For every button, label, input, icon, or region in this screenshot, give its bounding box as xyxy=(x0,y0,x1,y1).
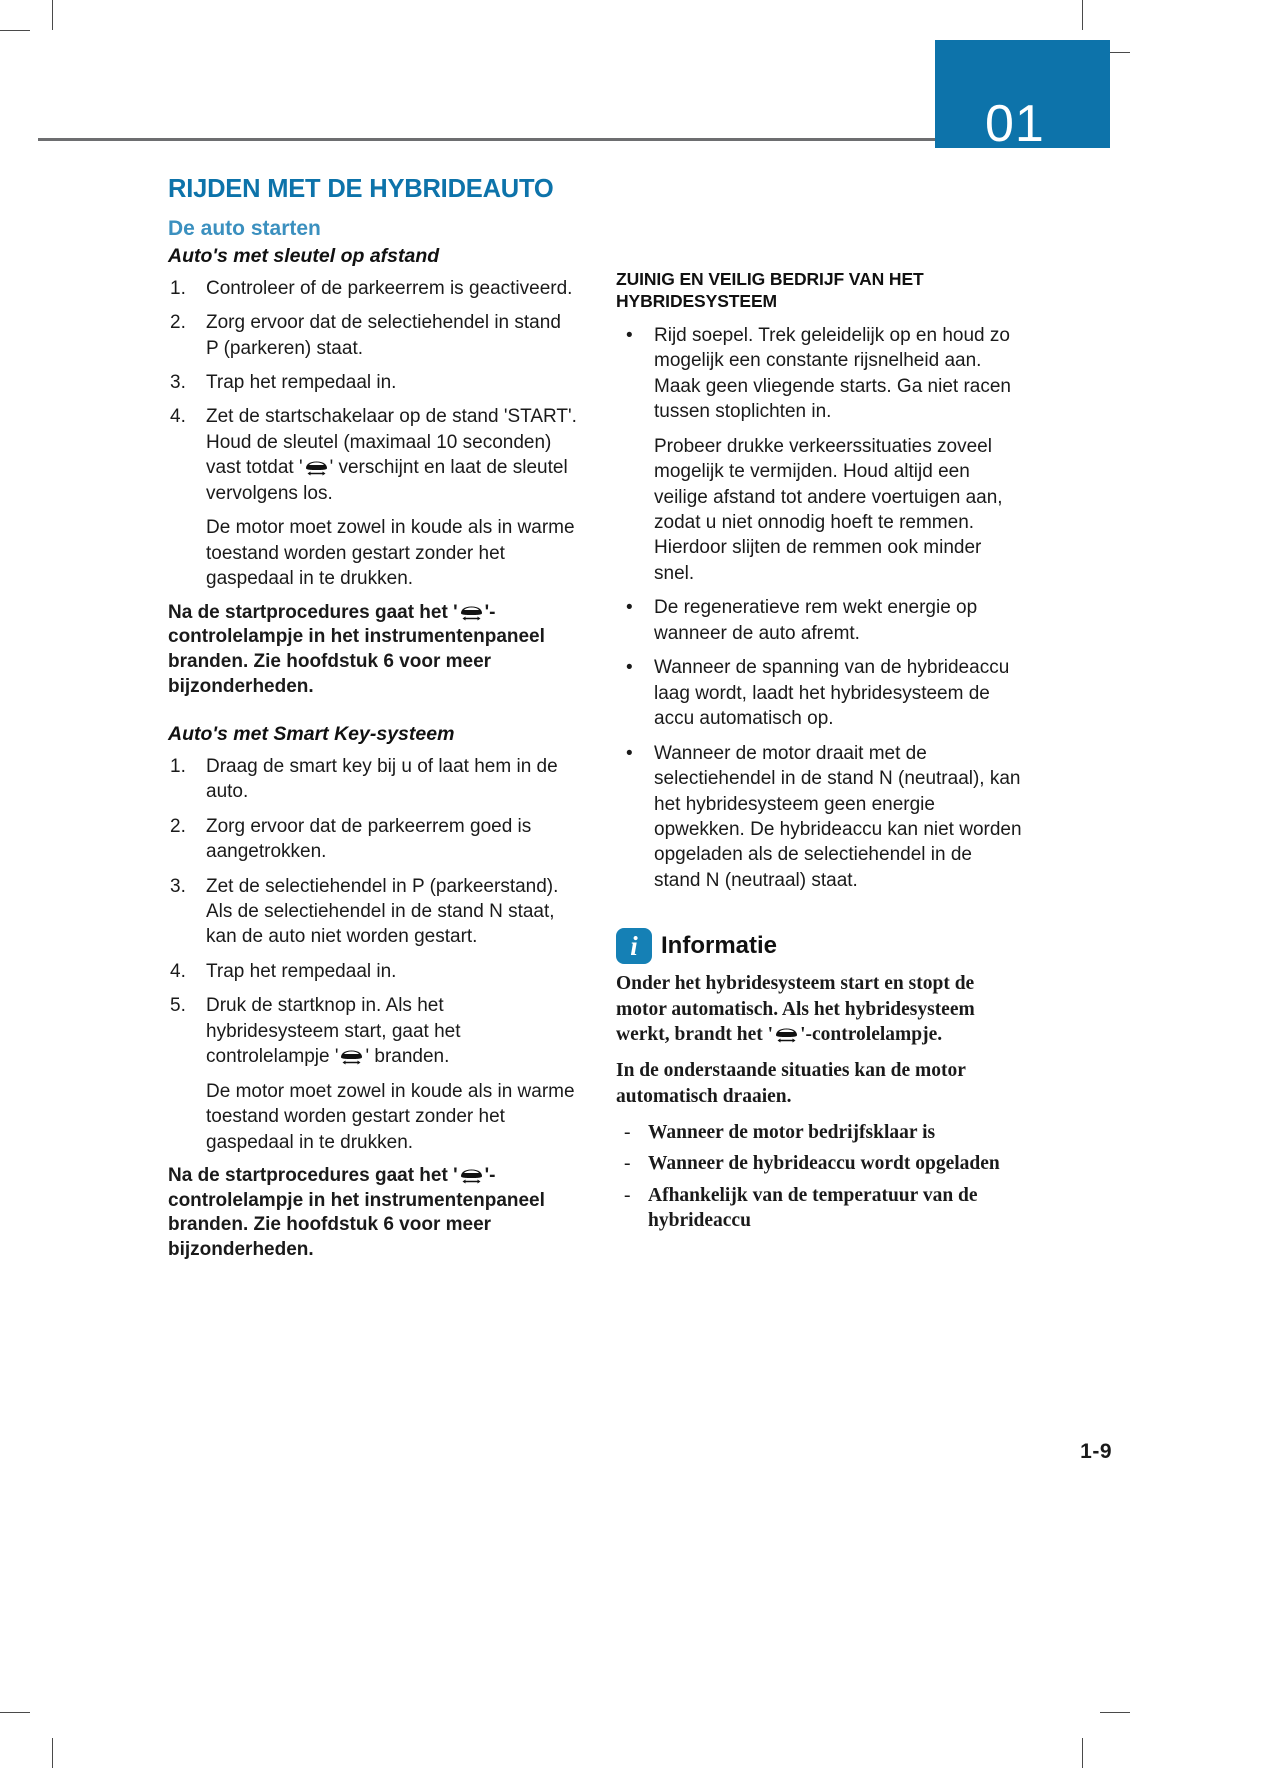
list-marker: 4. xyxy=(170,960,186,982)
car-ready-icon xyxy=(338,1047,365,1066)
list-text: Draag de smart key bij u of laat hem in de auto. xyxy=(206,755,558,803)
subsection-heading-sleutel-op-afstand: Auto's met sleutel op afstand xyxy=(168,245,440,268)
left-column xyxy=(168,217,578,1281)
bold-note-after: '-controlelampje in het instrumentenpaneel branden. Zie hoofdstuk 6 voor meer bijzonderheden. xyxy=(168,1165,545,1261)
note-paragraph-smartkey: De motor moet zowel in koude als in warme toestand worden gestart zonder het gaspedaal in te drukken. xyxy=(206,1080,575,1153)
list-text: Wanneer de motor draait met de selectiehendel in de stand N (neutraal), kan het hybridesysteem geen energie opwekken. De hybrideaccu kan niet worden opgeladen als de selectiehendel in de stand N (neutraal) staat. xyxy=(654,742,1022,891)
bullet-marker: • xyxy=(626,324,633,346)
list-item xyxy=(168,814,578,865)
bullet-list-zuinig xyxy=(616,323,1022,425)
info-dash-list xyxy=(616,1120,1022,1233)
spacer xyxy=(616,902,1022,928)
chapter-number: 01 xyxy=(985,95,1045,153)
list-text-before: Druk de startknop in. Als het hybridesysteem start, gaat het controlelampje ' xyxy=(206,995,461,1068)
crop-mark-bottom-right-v xyxy=(1082,1738,1083,1768)
list-text: Controleer of de parkeerrem is geactiveerd. xyxy=(206,277,573,299)
car-ready-icon xyxy=(303,458,330,477)
list-marker: 1. xyxy=(170,755,186,777)
crop-mark-bottom-left-v xyxy=(52,1738,53,1768)
info-header xyxy=(616,928,1022,964)
list-item xyxy=(616,595,1022,646)
list-text: Zorg ervoor dat de parkeerrem goed is aangetrokken. xyxy=(206,815,532,863)
crop-mark-top-right-v xyxy=(1082,0,1083,30)
page-content xyxy=(168,175,1022,1397)
list-item xyxy=(616,1120,1022,1145)
bold-note-smartkey xyxy=(168,1164,578,1263)
info-body xyxy=(616,971,1022,1233)
list-marker: 1. xyxy=(170,277,186,299)
bullet-continuation-paragraph: Probeer drukke verkeerssituaties zoveel mogelijk te vermijden. Houd altijd een veilige afstand tot andere voertuigen aan, zodat u niet onnodig hoeft te remmen. Hierdoor slijten de remmen ook minder snel. xyxy=(654,435,1003,584)
page-title: RIJDEN MET DE HYBRIDEAUTO xyxy=(168,175,554,203)
info-paragraph-2: In de onderstaande situaties kan de motor automatisch draaien. xyxy=(616,1060,966,1107)
bullet-marker: • xyxy=(626,597,633,619)
car-ready-icon xyxy=(773,1025,800,1044)
bullet-marker: • xyxy=(626,657,633,679)
info-paragraph-1 xyxy=(616,971,1022,1047)
two-column-body xyxy=(168,217,1022,1397)
header-rule xyxy=(38,138,938,141)
list-item xyxy=(616,741,1022,894)
bold-note-before: Na de startprocedures gaat het ' xyxy=(168,601,458,623)
list-marker: 5. xyxy=(170,995,186,1017)
list-item xyxy=(616,1183,1022,1234)
list-text: Zet de selectiehendel in P (parkeerstand). Als de selectiehendel in de stand N staat, kan de auto niet worden gestart. xyxy=(206,875,559,948)
bold-note-before: Na de startprocedures gaat het ' xyxy=(168,1165,458,1187)
list-text: Trap het rempedaal in. xyxy=(206,371,397,393)
note-paragraph-sleutel: De motor moet zowel in koude als in warme toestand worden gestart zonder het gaspedaal in te drukken. xyxy=(206,517,575,590)
list-text: Zorg ervoor dat de selectiehendel in stand P (parkeren) staat. xyxy=(206,312,561,359)
bullet-list-zuinig-cont xyxy=(616,595,1022,893)
info-title: Informatie xyxy=(661,932,778,960)
list-item xyxy=(168,404,578,506)
bold-note-after: '-controlelampje in het instrumentenpaneel branden. Zie hoofdstuk 6 voor meer bijzonderheden. xyxy=(168,601,545,697)
list-text-before: Zet de startschakelaar op de stand 'START'. Houd de sleutel (maximaal 10 seconden) vast totdat ' xyxy=(206,406,577,479)
list-marker: 3. xyxy=(170,875,186,897)
dash-marker: - xyxy=(624,1153,631,1175)
dash-marker: - xyxy=(624,1184,631,1206)
list-marker: 2. xyxy=(170,815,186,837)
page-number: 1-9 xyxy=(1080,1440,1112,1463)
numbered-list-smartkey xyxy=(168,754,578,1070)
list-item xyxy=(616,323,1022,425)
list-item xyxy=(168,993,578,1069)
info-para1-after: '-controlelampje. xyxy=(800,1024,943,1045)
list-marker: 3. xyxy=(170,371,186,393)
car-ready-icon xyxy=(458,603,485,622)
car-ready-icon xyxy=(458,1166,485,1185)
list-text: Trap het rempedaal in. xyxy=(206,960,397,982)
list-marker: 4. xyxy=(170,406,186,428)
list-text-after: ' branden. xyxy=(365,1046,450,1068)
list-text: Wanneer de hybrideaccu wordt opgeladen xyxy=(648,1153,1000,1175)
crop-mark-top-left-v xyxy=(52,0,53,30)
subsection-heading-smart-key: Auto's met Smart Key-systeem xyxy=(168,723,455,746)
list-item xyxy=(168,959,578,984)
list-item xyxy=(168,310,578,361)
list-text: Wanneer de motor bedrijfsklaar is xyxy=(648,1122,936,1144)
list-item xyxy=(168,276,578,301)
crop-mark-bottom-right-h xyxy=(1100,1712,1130,1713)
list-text: Wanneer de spanning van de hybrideaccu laag wordt, laadt het hybridesysteem de accu automatisch op. xyxy=(654,657,1010,730)
section-heading-zuinig-veilig: ZUINIG EN VEILIG BEDRIJF VAN HET HYBRIDESYSTEEM xyxy=(616,269,924,311)
right-column xyxy=(616,269,1022,1239)
list-text: De regeneratieve rem wekt energie op wanneer de auto afremt. xyxy=(654,597,978,644)
bold-note-sleutel xyxy=(168,601,578,700)
section-heading-de-auto-starten: De auto starten xyxy=(168,217,321,241)
chapter-tab xyxy=(935,40,1110,153)
list-text-after: ' verschijnt en laat de sleutel vervolgens los. xyxy=(206,457,568,504)
list-item xyxy=(616,1151,1022,1176)
info-icon: i xyxy=(616,928,652,964)
crop-mark-top-left-h xyxy=(0,30,30,31)
list-item xyxy=(168,370,578,395)
list-text: Rijd soepel. Trek geleidelijk op en houd zo mogelijk een constante rijsnelheid aan. Maak geen vliegende starts. Ga niet racen tussen stoplichten in. xyxy=(654,324,1011,423)
crop-mark-bottom-left-h xyxy=(0,1712,30,1713)
bullet-marker: • xyxy=(626,742,633,764)
dash-marker: - xyxy=(624,1122,631,1144)
list-item xyxy=(168,874,578,950)
numbered-list-sleutel xyxy=(168,276,578,507)
list-text: Afhankelijk van de temperatuur van de hybrideaccu xyxy=(648,1184,978,1232)
list-item xyxy=(168,754,578,805)
list-item xyxy=(616,655,1022,731)
info-para1-before: Onder het hybridesysteem start en stopt de motor automatisch. Als het hybridesysteem werkt, brandt het ' xyxy=(616,973,975,1045)
list-marker: 2. xyxy=(170,312,186,334)
